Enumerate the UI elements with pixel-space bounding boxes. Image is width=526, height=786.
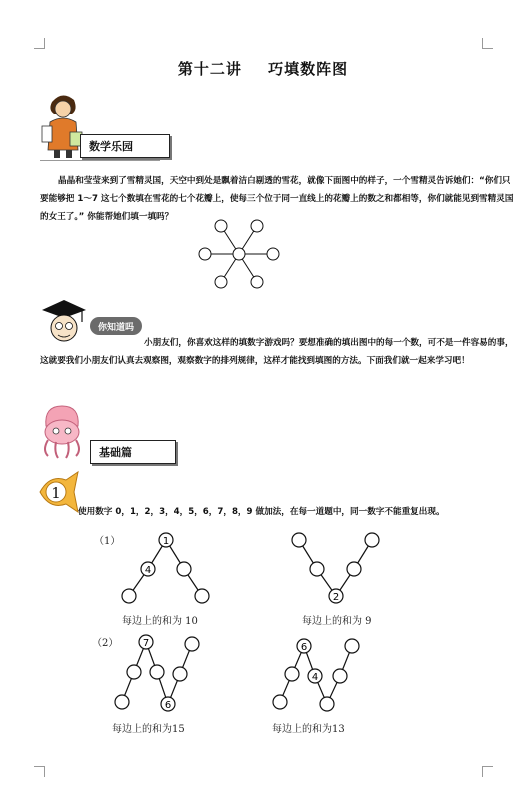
did-you-know-label: 你知道吗 bbox=[97, 322, 134, 333]
petal-circle bbox=[215, 276, 227, 288]
node-circle bbox=[150, 665, 164, 679]
part-1-tag: （1） bbox=[94, 536, 121, 547]
node-circle bbox=[195, 589, 209, 603]
node-circle bbox=[127, 665, 141, 679]
node-value: 2 bbox=[332, 592, 340, 603]
part-2-tag: （2） bbox=[92, 638, 119, 649]
did-you-know-badge bbox=[90, 317, 142, 335]
figure-d-number-shape bbox=[270, 632, 370, 712]
node-circle bbox=[185, 637, 199, 651]
petal-circle bbox=[215, 220, 227, 232]
lecture-topic: 巧填数阵图 bbox=[268, 60, 349, 78]
figure-c-number-shape bbox=[104, 632, 214, 712]
figure-c-caption: 每边上的和为15 bbox=[112, 724, 185, 735]
node-circle bbox=[365, 533, 379, 547]
petal-circle bbox=[251, 276, 263, 288]
story-paragraph: 晶晶和莹莹来到了雪精灵国，天空中到处是飘着洁白剔透的雪花，就像下面图中的样子，一个雪精灵告诉她们：“你们只要能够把 1～7 这七个数填在雪花的七个花瓣上，使每三个位于同一直线上的花瓣上的数之和都相等，你们就能见到雪精灵国的女王了。” 你能帮她们填一填吗？ bbox=[40, 176, 514, 222]
node-value: 1 bbox=[162, 536, 170, 547]
section-banner-label: 数学乐园 bbox=[89, 140, 133, 153]
node-circle bbox=[273, 695, 287, 709]
figure-b-number-shape bbox=[288, 530, 384, 606]
page-title bbox=[0, 58, 526, 79]
section-banner-label: 基础篇 bbox=[99, 446, 132, 459]
node-circle bbox=[177, 562, 191, 576]
exercise-instruction: 使用数字 0，1，2，3，4，5，6，7，8，9 做加法，在每一道题中，同一数字不能重复出现。 bbox=[78, 507, 445, 517]
node-circle bbox=[292, 533, 306, 547]
node-circle bbox=[345, 639, 359, 653]
petal-circle bbox=[251, 220, 263, 232]
lecture-number: 第十二讲 bbox=[177, 60, 242, 78]
petal-circle bbox=[233, 248, 245, 260]
node-value: 4 bbox=[311, 672, 319, 683]
section-banner-basics bbox=[90, 440, 176, 464]
banner-divider bbox=[40, 160, 160, 161]
crop-mark-top-right bbox=[482, 38, 493, 49]
snowflake-diagram bbox=[196, 216, 282, 292]
crop-mark-bottom-left bbox=[34, 766, 45, 777]
figure-d-caption: 每边上的和为13 bbox=[272, 724, 345, 735]
figure-b-caption: 每边上的和为 9 bbox=[302, 616, 372, 627]
tip-paragraph: 小朋友们，你喜欢这样的填数字游戏吗？要想准确的填出图中的每一个数，可不是一件容易的事，这就要我们小朋友们认真去观察图，观察数字的排列规律，这样才能找到填图的方法。下面我们就一起来学习吧！ bbox=[40, 338, 514, 366]
node-circle bbox=[115, 695, 129, 709]
node-circle bbox=[320, 697, 334, 711]
node-value: 6 bbox=[300, 642, 308, 653]
crop-mark-top-left bbox=[34, 38, 45, 49]
node-circle bbox=[122, 589, 136, 603]
squid-mascot bbox=[34, 402, 90, 460]
figure-a-number-shape bbox=[118, 530, 218, 606]
section-banner-math-park bbox=[80, 134, 170, 158]
node-circle bbox=[285, 667, 299, 681]
petal-circle bbox=[267, 248, 279, 260]
crop-mark-bottom-right bbox=[482, 766, 493, 777]
node-value: 6 bbox=[164, 700, 172, 711]
node-circle bbox=[347, 562, 361, 576]
figure-a-caption: 每边上的和为 10 bbox=[122, 616, 198, 627]
node-value: 4 bbox=[144, 565, 152, 576]
node-circle bbox=[310, 562, 324, 576]
petal-circle bbox=[199, 248, 211, 260]
node-value: 7 bbox=[142, 638, 150, 649]
example-number: 1 bbox=[51, 484, 61, 502]
node-circle bbox=[333, 669, 347, 683]
node-circle bbox=[173, 667, 187, 681]
